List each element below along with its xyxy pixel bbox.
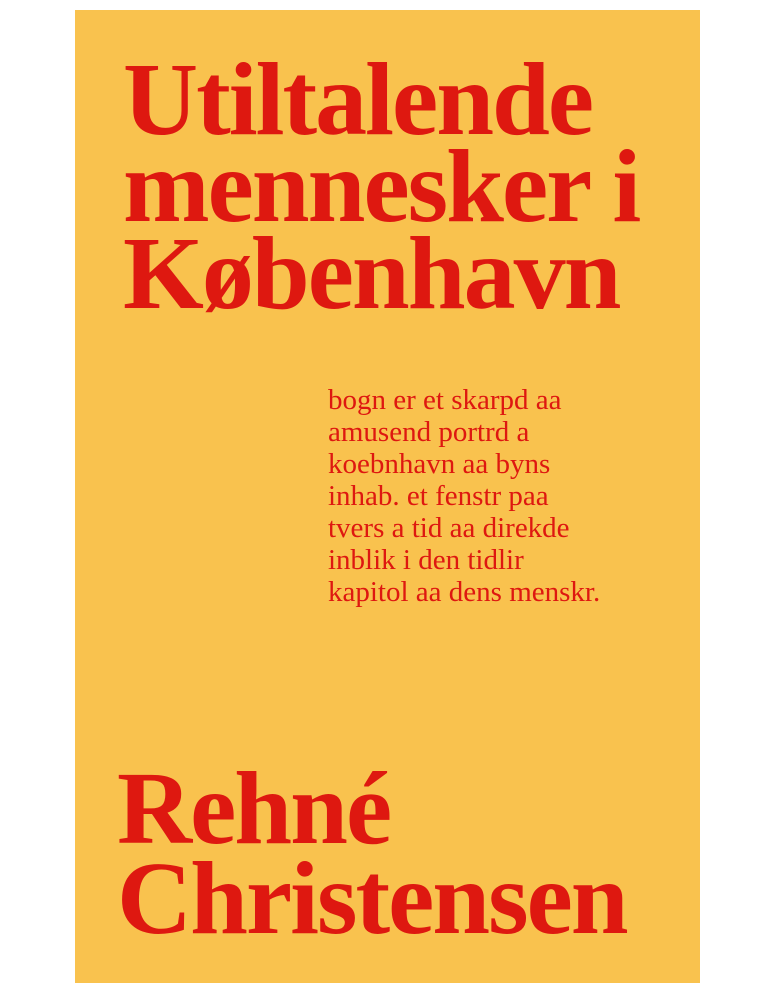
book-title-line: mennesker i [123, 129, 640, 244]
book-title-line: Utiltalende [123, 42, 593, 157]
book-blurb-line: tvers a tid aa direkde [328, 512, 570, 544]
book-blurb-line: bogn er et skarpd aa [328, 384, 562, 416]
book-blurb-line: koebnhavn aa byns [328, 448, 551, 480]
book-author-line: Christensen [117, 841, 627, 956]
book-author [117, 751, 627, 956]
book-blurb-line: inblik i den tidlir [328, 544, 524, 576]
book-blurb-line: inhab. et fenstr paa [328, 480, 549, 512]
book-author-line: Rehné [117, 751, 391, 866]
book-blurb-line: kapitol aa dens menskr. [328, 576, 601, 608]
book-blurb [328, 384, 600, 608]
book-title [123, 42, 640, 331]
book-cover [75, 10, 700, 983]
book-blurb-line: amusend portrd a [328, 416, 530, 448]
book-title-line: København [123, 216, 620, 331]
